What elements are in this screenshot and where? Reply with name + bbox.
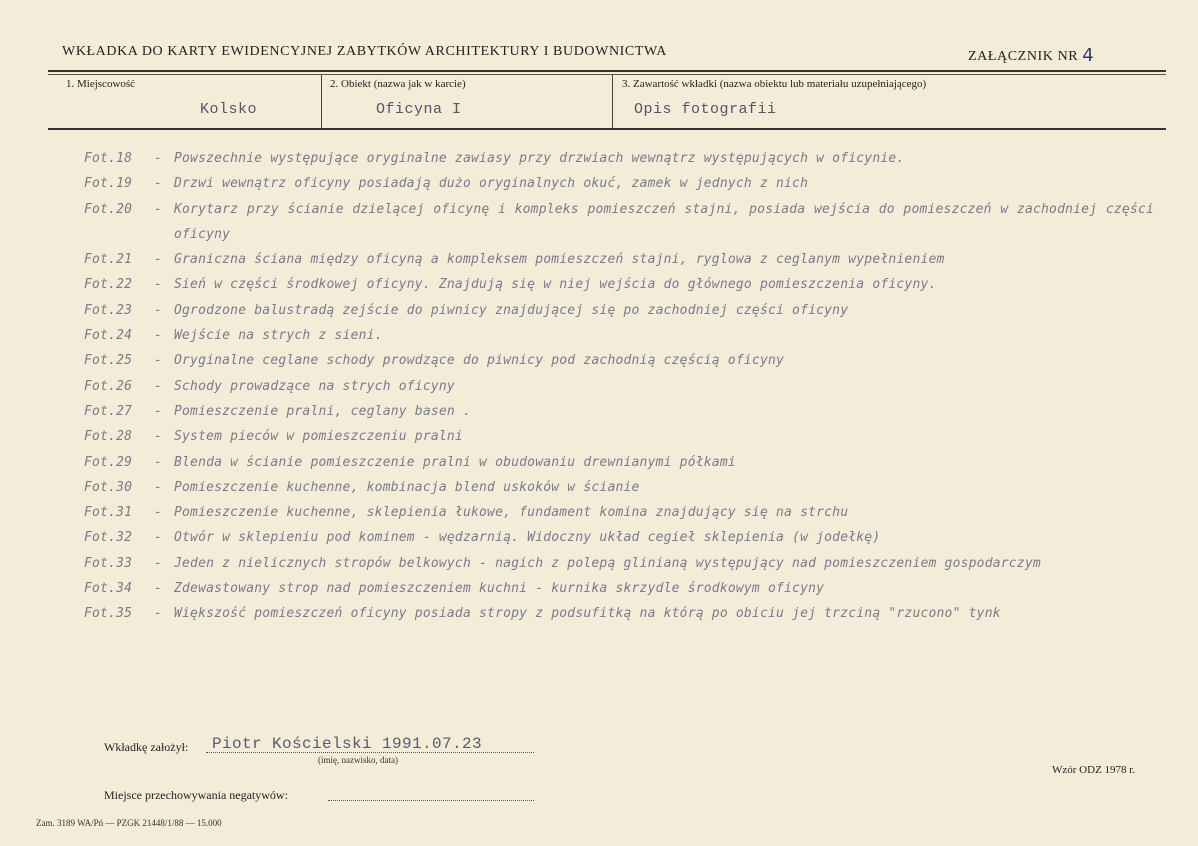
photo-number: Fot.18 [84,151,133,166]
founder-line [206,752,534,753]
locality-label: 1. Miejscowość [66,78,136,90]
entry-dash: - [154,606,163,622]
list-item [84,450,1154,475]
photo-description: Wejście na strych z sieni. [174,328,383,344]
list-item [84,247,1154,272]
entry-dash: - [154,530,163,546]
negatives-label: Miejsce przechowywania negatywów: [104,788,288,802]
photo-description: Sień w części środkowej oficyny. Znajdują się w niej wejścia do głównego pomieszczenia oficyny. [174,277,937,293]
form-title: WKŁADKA DO KARTY EWIDENCYJNEJ ZABYTKÓW ARCHITEKTURY I BUDOWNICTWA [62,44,667,59]
photo-number: Fot.34 [84,581,133,597]
header-rule-thin [48,74,1166,75]
locality-value: Kolsko [200,101,258,118]
list-item [84,272,1154,297]
entry-dash: - [154,378,163,394]
list-item [84,399,1154,424]
photo-number: Fot.28 [84,429,133,445]
header-rule [48,70,1166,72]
photo-number: Fot.23 [84,302,133,318]
list-item [84,197,1154,248]
photo-description: Jeden z nielicznych stropów belkowych - nagich z polepą glinianą występujący nad pomieszczeniem gospodarczym [174,555,1041,571]
list-item [84,374,1154,399]
list-item [84,348,1154,373]
list-item [84,525,1154,550]
photo-description: Otwór w sklepieniu pod kominem - wędzarnią. Widoczny układ cegieł sklepienia (w jodełkę) [174,530,881,546]
entry-dash: - [154,555,163,571]
attachment-number-value: 4 [1082,45,1095,66]
field-divider-2 [612,75,613,130]
list-item [84,475,1154,500]
content-label: 3. Zawartość wkładki (nazwa obiektu lub materiału uzupełniającego) [622,78,927,90]
entry-dash: - [154,403,163,419]
photo-description: Blenda w ścianie pomieszczenie pralni w obudowaniu drewnianymi półkami [174,454,736,470]
list-item [84,171,1154,196]
list-item [84,146,1154,171]
form-model: Wzór ODZ 1978 r. [1052,764,1136,776]
print-info: Zam. 3189 WA/Pń — PZGK 21448/1/88 — 15.000 [36,818,222,828]
photo-description: System pieców w pomieszczeniu pralni [174,429,463,445]
list-item [84,424,1154,449]
founder-value: Piotr Kościelski 1991.07.23 [212,735,483,753]
entry-dash: - [154,581,163,597]
entry-dash: - [154,252,163,268]
photo-number: Fot.27 [84,403,133,419]
photo-description: Oryginalne ceglane schody prowdzące do piwnicy pod zachodnią częścią oficyny [174,353,785,369]
entry-dash: - [154,505,163,521]
list-item [84,576,1154,601]
photo-number: Fot.20 [84,201,133,217]
photo-description: Zdewastowany strop nad pomieszczeniem kuchni - kurnika skrzydle środkowym oficyny [174,581,825,597]
photo-number: Fot.35 [84,606,133,622]
photo-number: Fot.22 [84,277,133,293]
entry-dash: - [154,479,163,495]
entry-dash: - [154,151,163,166]
photo-description: Korytarz przy ścianie dzielącej oficynę i kompleks pomieszczeń stajni, posiada wejścia do pomieszczeń w zachodniej części oficyny [174,201,1154,242]
list-item [84,601,1154,626]
object-value: Oficyna I [376,101,462,118]
entry-dash: - [154,176,163,192]
photo-description: Ogrodzone balustradą zejście do piwnicy znajdującej się po zachodniej części oficyny [174,302,849,318]
list-item [84,298,1154,323]
entry-dash: - [154,454,163,470]
photo-description-list [84,146,1154,627]
fields-rule [48,128,1166,130]
photo-description: Pomieszczenie pralni, ceglany basen . [174,403,471,419]
photo-number: Fot.19 [84,176,133,192]
photo-number: Fot.33 [84,555,133,571]
entry-dash: - [154,328,163,344]
content-value: Opis fotografii [634,101,777,118]
photo-description: Drzwi wewnątrz oficyny posiadają dużo oryginalnych okuć, zamek w jednych z nich [174,176,809,192]
photo-description: Schody prowadzące na strych oficyny [174,378,455,394]
photo-number: Fot.21 [84,252,133,268]
photo-description: Pomieszczenie kuchenne, kombinacja blend uskoków w ścianie [174,479,640,495]
photo-description: Powszechnie występujące oryginalne zawiasy przy drzwiach wewnątrz występujących w oficynie. [174,151,905,166]
photo-number: Fot.25 [84,353,133,369]
object-label: 2. Obiekt (nazwa jak w karcie) [330,78,466,90]
photo-description: Graniczna ściana między oficyną a kompleksem pomieszczeń stajni, ryglowa z ceglanym wypełnieniem [174,252,945,268]
entry-dash: - [154,429,163,445]
list-item [84,323,1154,348]
photo-number: Fot.29 [84,454,133,470]
list-item [84,551,1154,576]
founder-label: Wkładkę założył: [104,740,189,754]
entry-dash: - [154,201,163,217]
photo-number: Fot.30 [84,479,133,495]
attachment-number [968,44,1094,65]
entry-dash: - [154,277,163,293]
entry-dash: - [154,353,163,369]
founder-caption: (imię, nazwisko, data) [318,755,398,765]
negatives-line [328,800,534,801]
field-divider-1 [321,75,322,130]
photo-number: Fot.26 [84,378,133,394]
photo-number: Fot.24 [84,328,133,344]
photo-description: Większość pomieszczeń oficyny posiada stropy z podsufitką na którą po obiciu jej trzciną "rzucono" tynk [174,606,1001,622]
attachment-label: ZAŁĄCZNIK NR [968,49,1079,64]
entry-dash: - [154,302,163,318]
photo-description: Pomieszczenie kuchenne, sklepienia łukowe, fundament komina znajdujący się na strchu [174,505,849,521]
photo-number: Fot.32 [84,530,133,546]
photo-number: Fot.31 [84,505,133,521]
list-item [84,500,1154,525]
